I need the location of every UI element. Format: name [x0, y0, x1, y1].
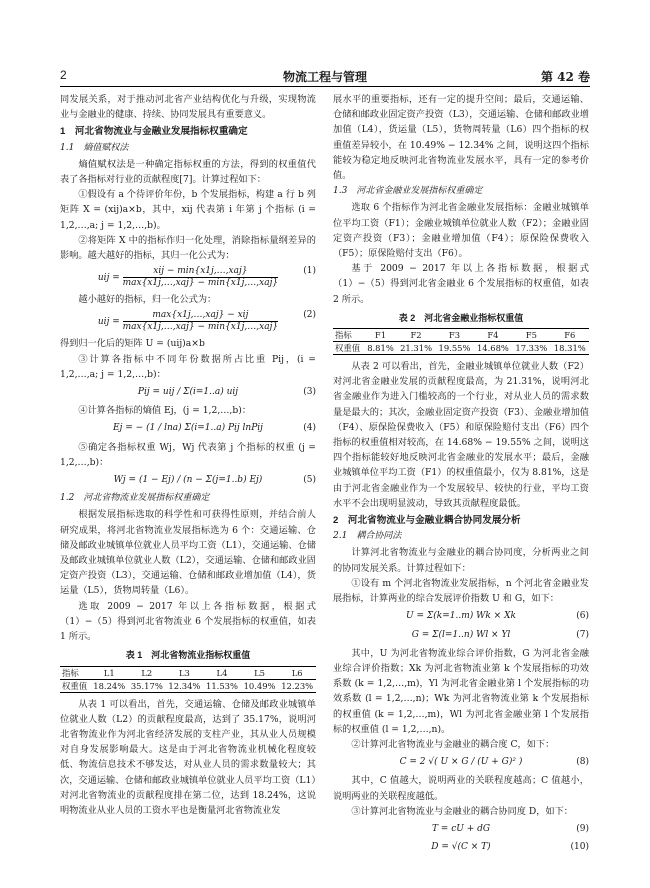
equation-number: (10): [570, 842, 589, 853]
equation-lhs: uij =: [97, 273, 120, 284]
section-1-1-heading: 1.1 熵值赋权法: [60, 142, 129, 153]
equation-numerator: max{x1j,…,xaj} − xij: [123, 310, 278, 322]
section-2-heading: 2 河北省物流业与金融业耦合协同发展分析: [333, 515, 521, 527]
table-cell: 12.23%: [278, 679, 316, 692]
table-cell: 10.49%: [241, 679, 279, 692]
table-2-caption: 表 2 河北省金融业指标权重值: [398, 312, 524, 323]
equation-denominator: max{x1j,…,xaj} − min{x1j,…,xaj}: [122, 278, 279, 289]
equation-body: T = cU + dG: [431, 823, 491, 834]
table-header-cell: L2: [128, 666, 166, 679]
table-cell: 11.53%: [203, 679, 241, 692]
step-1: ①假设有 a 个待评价年份，b 个发展指标，构建 a 行 b 列矩阵 X = (xij)a×b，其中，xij 代表第 i 年第 j 个指标 (i = 1,2,…,a; j = 1,2,…,b)。: [60, 189, 316, 231]
equation-8: [333, 755, 589, 770]
table-header-cell: L1: [90, 666, 128, 679]
paragraph: 越小越好的指标，归一化公式为：: [78, 294, 217, 306]
equation-number: (2): [303, 310, 316, 321]
paragraph: 基于 2009 − 2017 年以上各指标数据，根据式（1）−（5）得到河北省金融业 6 个发展指标的权重值，如表 2 所示。: [333, 263, 589, 305]
table-row: [333, 342, 589, 355]
equation-number: (4): [303, 423, 316, 434]
paragraph: 其中，C 值越大，说明两业的关联程度越高；C 值越小，说明两业的关联程度越低。: [333, 775, 589, 802]
table-header-cell: 指标: [60, 666, 90, 679]
left-column: [60, 92, 316, 818]
table-cell: 21.31%: [397, 342, 435, 355]
table-header-cell: F4: [474, 329, 512, 342]
table-header-cell: F1: [364, 329, 397, 342]
equation-number: (9): [576, 823, 589, 834]
table-row: [60, 679, 316, 692]
table-cell: 12.34%: [166, 679, 204, 692]
step-4: ④计算各指标的熵值 Ej，(j = 1,2,…,b)：: [78, 405, 252, 417]
volume-label: 第 42 卷: [540, 70, 590, 84]
equation-number: (1): [303, 266, 316, 277]
table-header-cell: L4: [203, 666, 241, 679]
paragraph: 选取 2009 − 2017 年以上各指标数据，根据式（1）−（5）得到河北省物流业 6 个发展指标的权重值，如表 1 所示。: [60, 600, 316, 643]
equation-number: (6): [576, 611, 589, 622]
journal-title: 物流工程与管理: [282, 70, 367, 84]
equation-5: [60, 473, 316, 488]
step-1: ①设有 m 个河北省物流业发展指标，n 个河北省金融业发展指标，计算两业的综合发展评价指数 U 和 G，如下：: [333, 577, 589, 605]
paragraph: 从表 1 可以看出，首先，交通运输、仓储及邮政业城镇单位就业人数（L2）的贡献程度最高，达到了 35.17%，说明河北省物流业作为河北省经济发展的支柱产业，其从业人员规模对自身发展影响最大。这是由于河北省物流业机械化程度较低、物流信息技术不够发达，对从业人员的需求数量较大；其次，交通运输、仓储和邮政业城镇单位就业人员平均工资（L1）对河北省物流业的贡献程度排在第二位，达到 18.24%，这说明物流业从业人员的工资水平也是衡量河北省物流业发: [60, 698, 316, 816]
section-1-heading: 1 河北省物流业与金融业发展指标权重确定: [60, 126, 248, 138]
table-cell: 19.55%: [435, 342, 473, 355]
table-header-cell: F6: [551, 329, 589, 342]
section-1-2-heading: 1.2 河北省物流业发展指标权重确定: [60, 493, 210, 504]
equation-lhs: uij =: [97, 317, 120, 328]
paragraph: 根据发展指标选取的科学性和可获得性原则，并结合前人研究成果，将河北省物流业发展指标选为 6 个：交通运输、仓储及邮政业城镇单位就业人员平均工资（L1），交通运输、仓储及邮政业城镇单位就业人数（L2），交通运输、仓储和邮政业固定资产投资（L3），交通运输、仓储和邮政业增加值（L4），货运量（L5），货物周转量（L6）。: [60, 509, 316, 597]
intro-paragraph: 同发展关系，对于推动河北省产业结构优化与升级，实现物流业与金融业的健康、持续、协同发展具有重要意义。: [60, 94, 316, 121]
table-header-cell: F3: [435, 329, 473, 342]
table-1-caption: 表 1 河北省物流业指标权重值: [125, 650, 251, 661]
paragraph: 从表 2 可以看出，首先，金融业城镇单位就业人数（F2）对河北省金融业发展的贡献程度最高，为 21.31%，说明河北省金融业作为进入门槛较高的一个行业，对从业人员的需求数量是最大的；其次，金融业固定资产投资（F3）、金融业增加值（F4）、原保险保费收入（F5）和原保险赔付支出（F6）四个指标的权重值相对较高，在 14.68% − 19.55% 之间，说明这四个指标能较好地反映河北省金融业的发展水平；最后，金融业城镇单位平均工资（F1）的权重值最小，仅为 8.81%，这是由于河北省金融业作为一个发展较早、较快的行业，平均工资水平不会出现明显波动，导致其贡献程度最低。: [333, 361, 589, 509]
equation-body: D = √(C × T): [431, 842, 491, 853]
table-header-cell: L3: [166, 666, 204, 679]
table-cell: 17.33%: [512, 342, 550, 355]
equation-number: (3): [303, 387, 316, 398]
table-cell: 18.24%: [90, 679, 128, 692]
equation-numerator: xij − min{x1j,…,xaj}: [123, 266, 278, 278]
step-3: ③计算各指标中不同年份数据所占比重 Pij，(i = 1,2,…,a; j = 1,2,…,b)：: [60, 353, 316, 380]
page-header: [60, 66, 590, 86]
equation-4: [60, 421, 316, 436]
header-rule: [60, 86, 590, 87]
equation-7: [333, 628, 589, 643]
step-3: ③计算河北省物流业与金融业的耦合协同度 D，如下：: [351, 805, 573, 817]
equation-3: [60, 385, 316, 400]
equation-10: [333, 840, 589, 855]
table-header-cell: F2: [397, 329, 435, 342]
paragraph: 得到归一化后的矩阵 U = (uij)a×b: [60, 338, 205, 350]
table-1: [60, 666, 316, 693]
section-2-1-heading: 2.1 耦合协同法: [333, 531, 402, 542]
equation-body: G = Σ(l=1..n) Wl × Yl: [411, 629, 511, 640]
table-cell: 权重值: [333, 342, 364, 355]
paragraph: 计算河北省物流业与金融业的耦合协同度，分析两业之间的协同发展关系。计算过程如下：: [333, 547, 589, 574]
equation-6: [333, 609, 589, 624]
table-cell: 35.17%: [128, 679, 166, 692]
equation-number: (8): [576, 757, 589, 768]
equation-1: [60, 266, 316, 289]
section-1-3-heading: 1.3 河北省金融业发展指标权重确定: [333, 186, 483, 197]
equation-number: (5): [303, 475, 316, 486]
table-cell: 8.81%: [364, 342, 397, 355]
table-header-row: [60, 666, 316, 679]
paragraph: 熵值赋权法是一种确定指标权重的方法，得到的权重值代表了各指标对行业的贡献程度[7]。计算过程如下：: [60, 158, 316, 186]
table-header-cell: L6: [278, 666, 316, 679]
table-cell: 18.31%: [551, 342, 589, 355]
page-number: 2: [60, 68, 67, 82]
equation-body: U = Σ(k=1..m) Wk × Xk: [406, 611, 516, 622]
paragraph: 选取 6 个指标作为河北省金融业发展指标：金融业城镇单位平均工资（F1）；金融业城镇单位就业人数（F2）；金融业固定资产投资（F3）；金融业增加值（F4）；原保险保费收入（F5）；原保险赔付支出（F6）。: [333, 202, 589, 260]
equation-body: C = 2 √( U × G / (U + G)² ): [399, 757, 523, 768]
table-cell: 权重值: [60, 679, 90, 692]
table-header-cell: F5: [512, 329, 550, 342]
right-column: [333, 92, 589, 858]
equation-body: Wj = (1 − Ej) / (n − Σ(j=1..b) Ej): [113, 475, 263, 486]
equation-9: [333, 822, 589, 837]
paragraph: 展水平的重要指标，还有一定的提升空间；最后，交通运输、仓储和邮政业固定资产投资（L3），交通运输、仓储和邮政业增加值（L4），货运量（L5），货物周转量（L6）四个指标的权重值差异较小，在 10.49% − 12.34% 之间，说明这四个指标能较为稳定地反映河北省物流业发展水平，具有一定的参考价值。: [333, 94, 589, 182]
table-header-cell: 指标: [333, 329, 364, 342]
table-header-row: [333, 329, 589, 342]
equation-number: (7): [576, 629, 589, 640]
equation-body: Ej = − (1 / lna) Σ(i=1..a) Pij lnPij: [113, 423, 263, 434]
step-2: ②计算河北省物流业与金融业的耦合度 C，如下：: [351, 738, 555, 750]
step-2: ②将矩阵 X 中的指标作归一化处理，消除指标量纲差异的影响。越大越好的指标，其归一化公式为：: [60, 234, 316, 262]
equation-body: Pij = uij / Σ(i=1..a) uij: [137, 387, 239, 398]
table-header-cell: L5: [241, 666, 279, 679]
table-2: [333, 328, 589, 355]
paragraph: 其中，U 为河北省物流业综合评价指数，G 为河北省金融业综合评价指数；Xk 为河北省物流业第 k 个发展指标的功效系数 (k = 1,2,…,m)，Yl 为河北省金融业第 l 个发展指标的功效系数 (l = 1,2,…,n)；Wk 为河北省物流业第 k 个发展指标的权重值 (k = 1,2,…,m)，Wl 为河北省金融业第 l 个发展指标的权重值 (l = 1,2,…,n)。: [333, 647, 589, 735]
equation-2: [60, 310, 316, 333]
step-5: ⑤确定各指标权重 Wj，Wj 代表第 j 个指标的权重 (j = 1,2,…,b)：: [60, 441, 316, 468]
equation-denominator: max{x1j,…,xaj} − min{x1j,…,xaj}: [122, 322, 279, 333]
table-cell: 14.68%: [474, 342, 512, 355]
